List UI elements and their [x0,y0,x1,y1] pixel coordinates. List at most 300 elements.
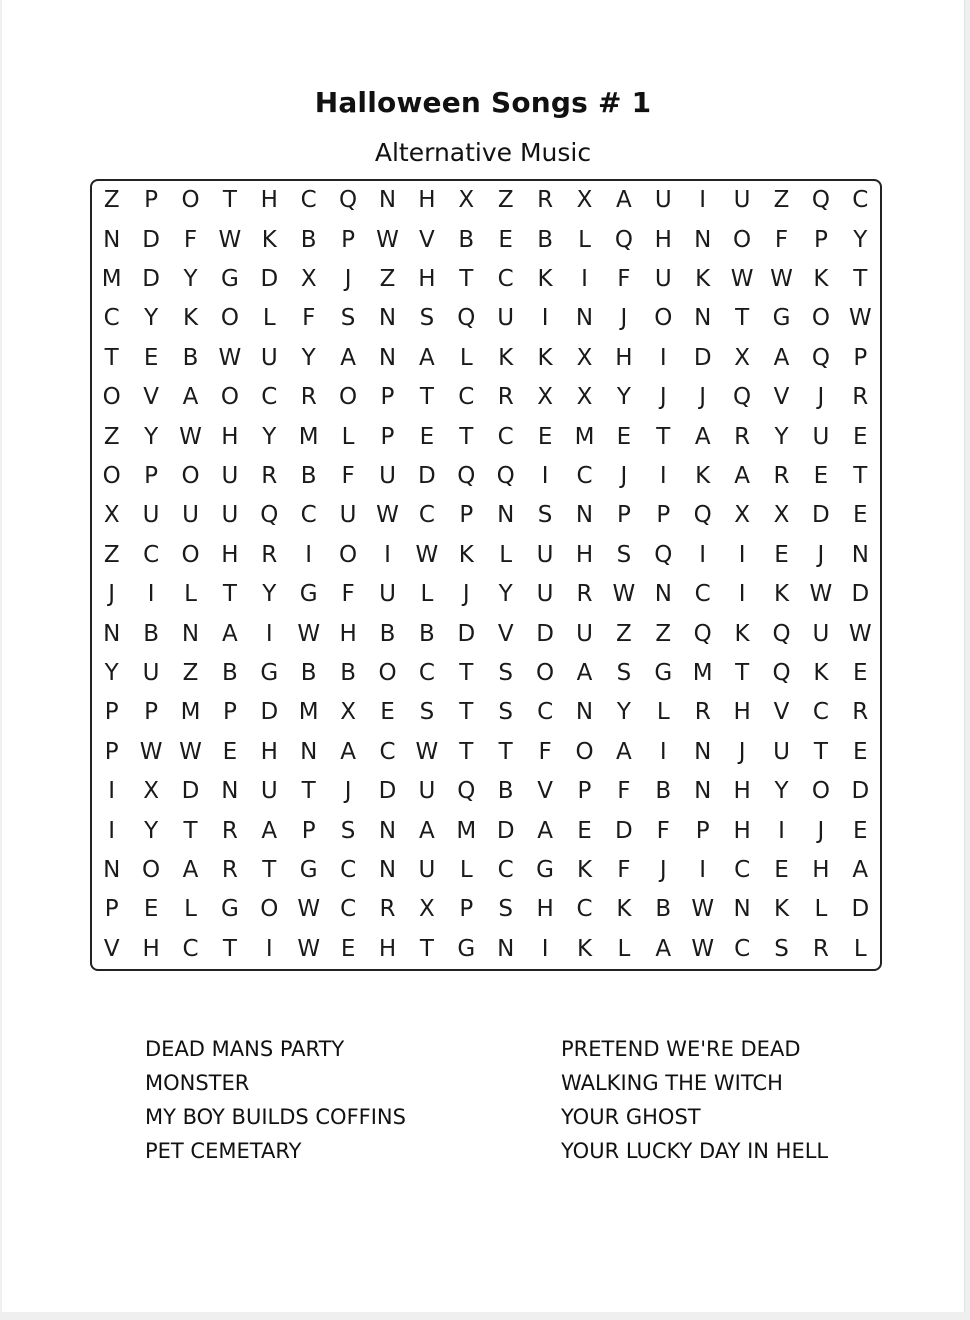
grid-letter[interactable]: J [344,778,352,805]
grid-letter[interactable]: Q [811,187,830,214]
grid-letter[interactable]: U [497,305,515,332]
grid-letter[interactable]: V [497,620,514,647]
grid-letter[interactable]: B [497,778,514,805]
grid-letter[interactable]: P [104,738,119,765]
grid-letter[interactable]: F [656,817,670,844]
grid-letter[interactable]: R [221,856,238,883]
grid-letter[interactable]: O [811,778,830,805]
grid-letter[interactable]: C [734,856,751,883]
grid-letter[interactable]: R [221,817,238,844]
grid-letter[interactable]: N [103,226,121,253]
grid-letter[interactable]: E [419,423,435,450]
grid-letter[interactable]: A [182,856,199,883]
grid-letter[interactable]: T [459,699,474,726]
grid-letter[interactable]: E [380,699,395,726]
grid-letter[interactable]: G [457,935,476,962]
grid-letter[interactable]: C [340,896,357,923]
grid-letter[interactable]: H [418,265,436,292]
grid-letter[interactable]: E [853,817,868,844]
grid-letter[interactable]: J [817,541,825,568]
grid-letter[interactable]: R [812,935,829,962]
grid-letter[interactable]: M [692,659,713,686]
grid-letter[interactable]: K [182,305,199,332]
grid-letter[interactable]: S [498,659,513,686]
grid-letter[interactable]: Q [811,344,830,371]
grid-letter[interactable]: U [260,344,278,371]
grid-letter[interactable]: T [459,423,474,450]
grid-letter[interactable]: T [419,384,434,411]
grid-letter[interactable]: P [301,817,316,844]
grid-letter[interactable]: X [734,502,750,529]
grid-letter[interactable]: E [537,423,553,450]
grid-letter[interactable]: S [498,896,513,923]
grid-letter[interactable]: U [654,265,672,292]
grid-letter[interactable]: I [265,620,273,647]
grid-letter[interactable]: G [536,856,554,883]
grid-letter[interactable]: K [813,659,829,686]
grid-letter[interactable]: Z [616,620,632,647]
grid-letter[interactable]: U [536,541,554,568]
grid-letter[interactable]: A [222,620,238,647]
grid-letter[interactable]: N [181,620,200,647]
grid-letter[interactable]: F [302,305,316,332]
grid-letter[interactable]: I [541,935,549,962]
grid-letter[interactable]: W [848,305,872,332]
grid-letter[interactable]: X [537,384,553,411]
grid-letter[interactable]: T [656,423,671,450]
grid-letter[interactable]: J [817,817,825,844]
grid-letter[interactable]: J [108,581,116,608]
grid-letter[interactable]: O [654,305,673,332]
grid-letter[interactable]: D [851,581,870,608]
grid-letter[interactable]: T [301,778,316,805]
grid-letter[interactable]: R [852,384,869,411]
grid-letter[interactable]: O [575,738,594,765]
grid-letter[interactable]: O [339,384,358,411]
grid-letter[interactable]: W [297,620,321,647]
grid-letter[interactable]: K [261,226,277,253]
grid-letter[interactable]: H [733,699,751,726]
grid-letter[interactable]: P [104,896,119,923]
grid-letter[interactable]: E [853,423,868,450]
grid-letter[interactable]: Y [774,423,789,450]
grid-letter[interactable]: U [221,502,239,529]
grid-letter[interactable]: N [497,935,515,962]
grid-letter[interactable]: M [101,265,122,292]
grid-letter[interactable]: G [299,856,318,883]
grid-letter[interactable]: A [419,344,435,371]
grid-letter[interactable]: W [376,502,399,529]
grid-letter[interactable]: N [654,581,672,608]
grid-letter[interactable]: N [575,305,594,332]
grid-letter[interactable]: D [615,817,633,844]
grid-letter[interactable]: L [578,226,591,253]
grid-letter[interactable]: U [812,423,830,450]
grid-letter[interactable]: X [300,265,317,292]
grid-letter[interactable]: Z [103,187,120,214]
grid-letter[interactable]: T [498,738,513,765]
grid-letter[interactable]: M [574,423,595,450]
grid-letter[interactable]: W [415,738,439,765]
grid-letter[interactable]: U [812,620,830,647]
grid-letter[interactable]: P [144,462,159,489]
grid-letter[interactable]: R [379,896,396,923]
grid-letter[interactable]: J [817,384,825,411]
grid-letter[interactable]: E [616,423,632,450]
grid-letter[interactable]: I [659,462,667,489]
grid-letter[interactable]: R [537,187,554,214]
grid-letter[interactable]: O [102,462,121,489]
grid-letter[interactable]: T [853,462,868,489]
grid-letter[interactable]: E [853,738,868,765]
grid-letter[interactable]: O [733,226,752,253]
grid-letter[interactable]: H [733,778,751,805]
grid-letter[interactable]: I [108,817,116,844]
grid-letter[interactable]: N [300,738,318,765]
grid-letter[interactable]: D [693,344,712,371]
grid-letter[interactable]: Q [339,187,358,214]
grid-letter[interactable]: B [340,659,356,686]
grid-letter[interactable]: Q [496,462,515,489]
grid-letter[interactable]: W [848,620,872,647]
grid-letter[interactable]: D [851,778,870,805]
grid-letter[interactable]: D [181,778,200,805]
grid-letter[interactable]: D [812,502,830,529]
grid-letter[interactable]: I [581,265,588,292]
grid-letter[interactable]: R [576,581,593,608]
grid-letter[interactable]: V [143,384,159,411]
grid-letter[interactable]: P [222,699,237,726]
grid-letter[interactable]: N [378,187,397,214]
grid-letter[interactable]: B [143,620,159,647]
grid-letter[interactable]: C [694,581,711,608]
grid-letter[interactable]: W [415,541,439,568]
grid-letter[interactable]: Q [457,462,476,489]
grid-letter[interactable]: R [261,462,278,489]
grid-letter[interactable]: Y [262,581,277,608]
grid-letter[interactable]: Y [144,817,159,844]
grid-letter[interactable]: N [497,502,515,529]
grid-letter[interactable]: L [184,896,197,923]
grid-letter[interactable]: U [733,187,751,214]
grid-letter[interactable]: W [297,935,321,962]
grid-letter[interactable]: C [497,265,514,292]
grid-letter[interactable]: K [773,896,790,923]
grid-letter[interactable]: C [497,423,514,450]
grid-letter[interactable]: D [536,620,554,647]
grid-letter[interactable]: L [459,344,473,371]
grid-letter[interactable]: F [617,265,631,292]
grid-letter[interactable]: Q [457,778,476,805]
grid-letter[interactable]: S [419,305,435,332]
grid-letter[interactable]: U [654,187,672,214]
grid-letter[interactable]: U [182,502,199,529]
grid-letter[interactable]: N [694,305,712,332]
grid-letter[interactable]: Z [182,659,199,686]
grid-letter[interactable]: M [180,699,201,726]
grid-letter[interactable]: Q [733,384,752,411]
grid-letter[interactable]: X [419,896,435,923]
grid-letter[interactable]: L [459,856,473,883]
grid-letter[interactable]: H [654,226,672,253]
grid-letter[interactable]: R [694,699,711,726]
grid-letter[interactable]: N [378,344,397,371]
grid-letter[interactable]: Y [104,659,119,686]
grid-letter[interactable]: N [378,856,397,883]
grid-letter[interactable]: A [340,738,356,765]
grid-letter[interactable]: L [341,423,355,450]
grid-letter[interactable]: X [773,502,790,529]
grid-letter[interactable]: T [183,817,198,844]
grid-letter[interactable]: U [576,620,593,647]
grid-letter[interactable]: J [620,462,628,489]
grid-letter[interactable]: O [181,187,200,214]
grid-letter[interactable]: X [576,384,593,411]
grid-letter[interactable]: G [299,581,318,608]
grid-letter[interactable]: S [537,502,553,529]
grid-letter[interactable]: O [220,384,239,411]
grid-letter[interactable]: L [420,581,434,608]
grid-letter[interactable]: W [218,226,242,253]
grid-letter[interactable]: P [144,699,159,726]
grid-letter[interactable]: W [809,581,833,608]
grid-letter[interactable]: W [691,896,715,923]
grid-letter[interactable]: Y [853,226,868,253]
grid-letter[interactable]: H [615,344,633,371]
grid-letter[interactable]: I [541,305,549,332]
grid-letter[interactable]: T [104,344,119,371]
grid-letter[interactable]: S [340,305,356,332]
grid-letter[interactable]: C [458,384,475,411]
grid-letter[interactable]: U [536,581,554,608]
grid-letter[interactable]: P [104,699,119,726]
grid-letter[interactable]: W [770,265,793,292]
grid-letter[interactable]: U [221,462,239,489]
grid-letter[interactable]: B [419,620,435,647]
grid-letter[interactable]: O [142,856,161,883]
grid-letter[interactable]: Q [693,620,712,647]
grid-letter[interactable]: H [221,541,239,568]
grid-letter[interactable]: F [617,778,631,805]
grid-letter[interactable]: H [733,817,751,844]
grid-letter[interactable]: B [300,462,317,489]
grid-letter[interactable]: C [497,856,514,883]
grid-letter[interactable]: W [297,896,321,923]
grid-letter[interactable]: D [260,699,279,726]
grid-letter[interactable]: P [853,344,868,371]
grid-letter[interactable]: R [300,384,317,411]
grid-letter[interactable]: K [576,856,593,883]
grid-letter[interactable]: Y [774,778,789,805]
grid-letter[interactable]: K [813,265,829,292]
grid-letter[interactable]: I [384,541,391,568]
grid-letter[interactable]: I [265,935,273,962]
grid-letter[interactable]: S [498,699,513,726]
grid-letter[interactable]: L [262,305,276,332]
grid-letter[interactable]: A [616,738,632,765]
grid-letter[interactable]: H [378,935,397,962]
grid-letter[interactable]: E [853,502,868,529]
grid-letter[interactable]: P [616,502,631,529]
grid-letter[interactable]: Y [616,384,631,411]
grid-letter[interactable]: O [181,462,200,489]
grid-letter[interactable]: R [734,423,751,450]
grid-letter[interactable]: V [103,935,120,962]
grid-letter[interactable]: S [616,541,632,568]
grid-letter[interactable]: H [536,896,554,923]
grid-letter[interactable]: B [655,778,672,805]
grid-letter[interactable]: Q [614,226,633,253]
grid-letter[interactable]: N [694,778,712,805]
grid-letter[interactable]: X [143,778,159,805]
grid-letter[interactable]: G [220,896,239,923]
grid-letter[interactable]: K [695,462,711,489]
grid-letter[interactable]: X [576,187,593,214]
grid-letter[interactable]: D [457,620,476,647]
grid-letter[interactable]: Z [773,187,790,214]
grid-letter[interactable]: U [142,502,160,529]
grid-letter[interactable]: I [147,581,155,608]
grid-letter[interactable]: I [659,344,667,371]
grid-letter[interactable]: H [575,541,594,568]
grid-letter[interactable]: U [339,502,357,529]
grid-letter[interactable]: K [458,541,474,568]
grid-letter[interactable]: H [142,935,160,962]
grid-letter[interactable]: B [458,226,475,253]
grid-letter[interactable]: G [654,659,673,686]
grid-letter[interactable]: C [852,187,869,214]
grid-letter[interactable]: I [699,856,707,883]
grid-letter[interactable]: M [298,699,319,726]
grid-letter[interactable]: J [344,265,352,292]
grid-letter[interactable]: K [734,620,750,647]
grid-letter[interactable]: T [419,935,434,962]
grid-letter[interactable]: U [379,462,396,489]
grid-letter[interactable]: E [774,856,789,883]
grid-letter[interactable]: I [699,541,707,568]
grid-letter[interactable]: A [182,384,199,411]
grid-letter[interactable]: A [419,817,435,844]
grid-letter[interactable]: B [655,896,672,923]
grid-letter[interactable]: Q [457,305,476,332]
grid-letter[interactable]: I [778,817,785,844]
grid-letter[interactable]: X [340,699,356,726]
grid-letter[interactable]: T [459,265,474,292]
grid-letter[interactable]: Y [616,699,631,726]
grid-letter[interactable]: W [179,423,202,450]
grid-letter[interactable]: X [576,344,593,371]
grid-letter[interactable]: B [537,226,553,253]
grid-letter[interactable]: P [813,226,828,253]
grid-letter[interactable]: C [537,699,554,726]
grid-letter[interactable]: I [738,581,746,608]
grid-letter[interactable]: S [419,699,435,726]
grid-letter[interactable]: H [812,856,830,883]
grid-letter[interactable]: Q [693,502,712,529]
grid-letter[interactable]: Y [144,305,159,332]
grid-letter[interactable]: B [300,659,317,686]
grid-letter[interactable]: A [734,462,750,489]
grid-letter[interactable]: Q [772,659,791,686]
grid-letter[interactable]: O [260,896,279,923]
grid-letter[interactable]: R [773,462,790,489]
grid-letter[interactable]: D [260,265,279,292]
grid-letter[interactable]: Y [498,581,513,608]
grid-letter[interactable]: V [773,699,790,726]
grid-letter[interactable]: Q [654,541,673,568]
grid-letter[interactable]: B [300,226,317,253]
grid-letter[interactable]: L [617,935,631,962]
grid-letter[interactable]: D [378,778,397,805]
grid-letter[interactable]: F [538,738,552,765]
grid-letter[interactable]: D [142,265,160,292]
grid-letter[interactable]: Q [772,620,791,647]
grid-letter[interactable]: A [537,817,553,844]
grid-letter[interactable]: N [694,226,712,253]
grid-letter[interactable]: E [222,738,238,765]
grid-letter[interactable]: N [103,620,121,647]
grid-letter[interactable]: C [300,502,317,529]
grid-letter[interactable]: B [379,620,396,647]
grid-letter[interactable]: Y [262,423,277,450]
grid-letter[interactable]: N [575,502,594,529]
grid-letter[interactable]: E [340,935,356,962]
grid-letter[interactable]: A [655,935,672,962]
grid-letter[interactable]: U [142,659,160,686]
grid-letter[interactable]: K [616,896,632,923]
grid-letter[interactable]: K [537,265,553,292]
grid-letter[interactable]: H [260,187,278,214]
grid-letter[interactable]: C [418,502,435,529]
grid-letter[interactable]: F [341,462,355,489]
grid-letter[interactable]: T [813,738,828,765]
grid-letter[interactable]: L [499,541,513,568]
grid-letter[interactable]: H [260,738,278,765]
grid-letter[interactable]: C [300,187,317,214]
grid-letter[interactable]: A [694,423,711,450]
grid-letter[interactable]: E [498,226,513,253]
grid-letter[interactable]: C [576,896,593,923]
grid-letter[interactable]: U [773,738,790,765]
grid-letter[interactable]: L [656,699,670,726]
grid-letter[interactable]: H [339,620,357,647]
grid-letter[interactable]: F [183,226,198,253]
grid-letter[interactable]: G [260,659,279,686]
grid-letter[interactable]: R [261,541,278,568]
grid-letter[interactable]: O [102,384,121,411]
grid-letter[interactable]: H [418,187,436,214]
grid-letter[interactable]: F [341,581,355,608]
grid-letter[interactable]: U [379,581,396,608]
grid-letter[interactable]: W [691,935,715,962]
grid-letter[interactable]: T [459,659,474,686]
grid-letter[interactable]: K [695,265,711,292]
grid-letter[interactable]: X [103,502,120,529]
grid-letter[interactable]: P [577,778,592,805]
grid-letter[interactable]: C [103,305,120,332]
grid-letter[interactable]: M [456,817,477,844]
grid-letter[interactable]: E [813,462,829,489]
grid-letter[interactable]: O [339,541,358,568]
grid-letter[interactable]: G [220,265,239,292]
grid-letter[interactable]: Z [379,265,396,292]
grid-letter[interactable]: T [735,305,750,332]
grid-letter[interactable]: S [774,935,789,962]
grid-letter[interactable]: S [616,659,632,686]
grid-letter[interactable]: C [379,738,396,765]
grid-letter[interactable]: U [260,778,278,805]
grid-letter[interactable]: R [852,699,869,726]
